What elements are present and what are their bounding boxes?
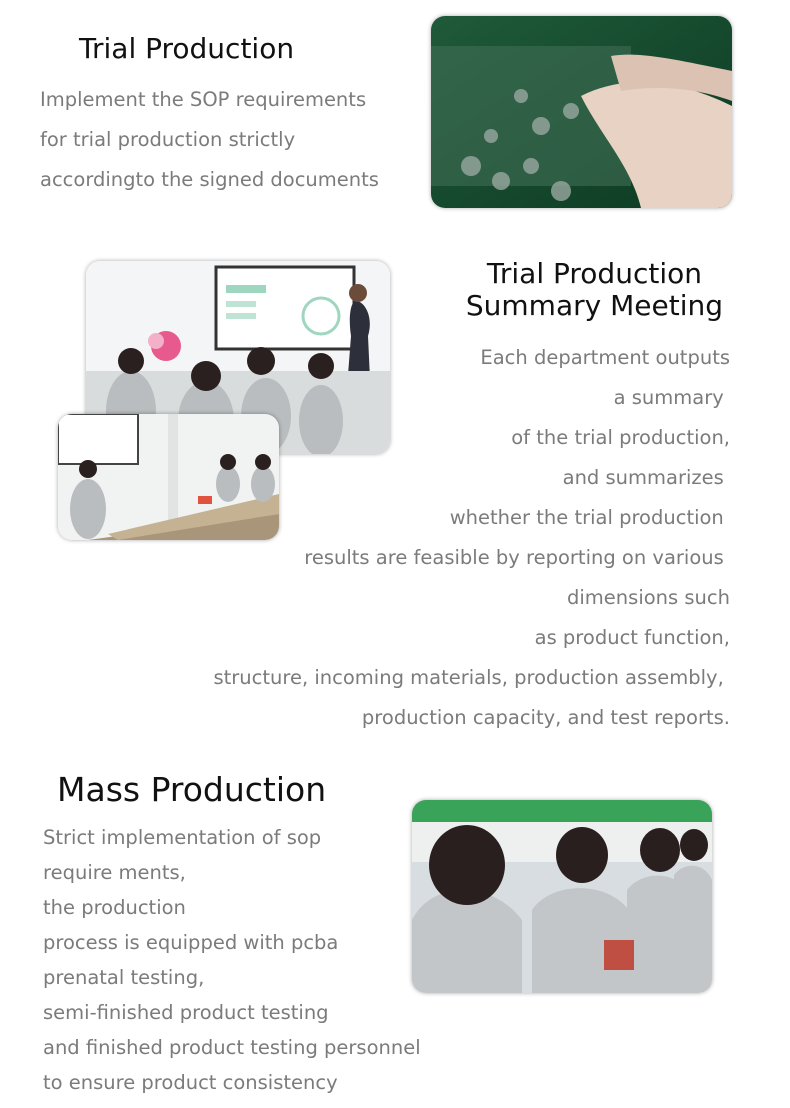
text-line: semi-finished product testing [43, 1001, 329, 1024]
text-line: production capacity, and test reports. [361, 706, 730, 729]
text-line: results are feasible by reporting on various [304, 546, 730, 569]
text-line: accordingto the signed documents [40, 168, 379, 191]
text-line: whether the trial production [449, 506, 730, 529]
text-line: require ments, [43, 861, 186, 884]
production-line-workers-photo [412, 800, 712, 993]
text-line: structure, incoming materials, production assembly, [213, 666, 730, 689]
summary-meeting-title [466, 258, 723, 322]
text-line: Each department outputs [480, 346, 730, 369]
trial-production-text [40, 80, 379, 200]
mass-production-text [43, 820, 421, 1100]
text-line: Implement the SOP requirements [40, 88, 367, 111]
text-line: a summary [613, 386, 730, 409]
text-line: to ensure product consistency [43, 1071, 338, 1094]
text-line: Strict implementation of sop [43, 826, 322, 849]
summary-meeting-text [213, 338, 730, 738]
text-line: dimensions such [567, 586, 730, 609]
trial-production-title: Trial Production [79, 32, 295, 65]
text-line: the production [43, 896, 186, 919]
text-line: for trial production strictly [40, 128, 296, 151]
mass-production-title: Mass Production [57, 770, 327, 809]
assembly-hands-photo [431, 16, 732, 208]
title-line: Trial Production [486, 257, 702, 290]
text-line: of the trial production, [511, 426, 730, 449]
text-line: and finished product testing personnel [43, 1036, 421, 1059]
text-line: process is equipped with pcba [43, 931, 339, 954]
text-line: and summarizes [562, 466, 730, 489]
text-line: as product function, [534, 626, 730, 649]
text-line: prenatal testing, [43, 966, 205, 989]
title-line: Summary Meeting [465, 289, 723, 322]
